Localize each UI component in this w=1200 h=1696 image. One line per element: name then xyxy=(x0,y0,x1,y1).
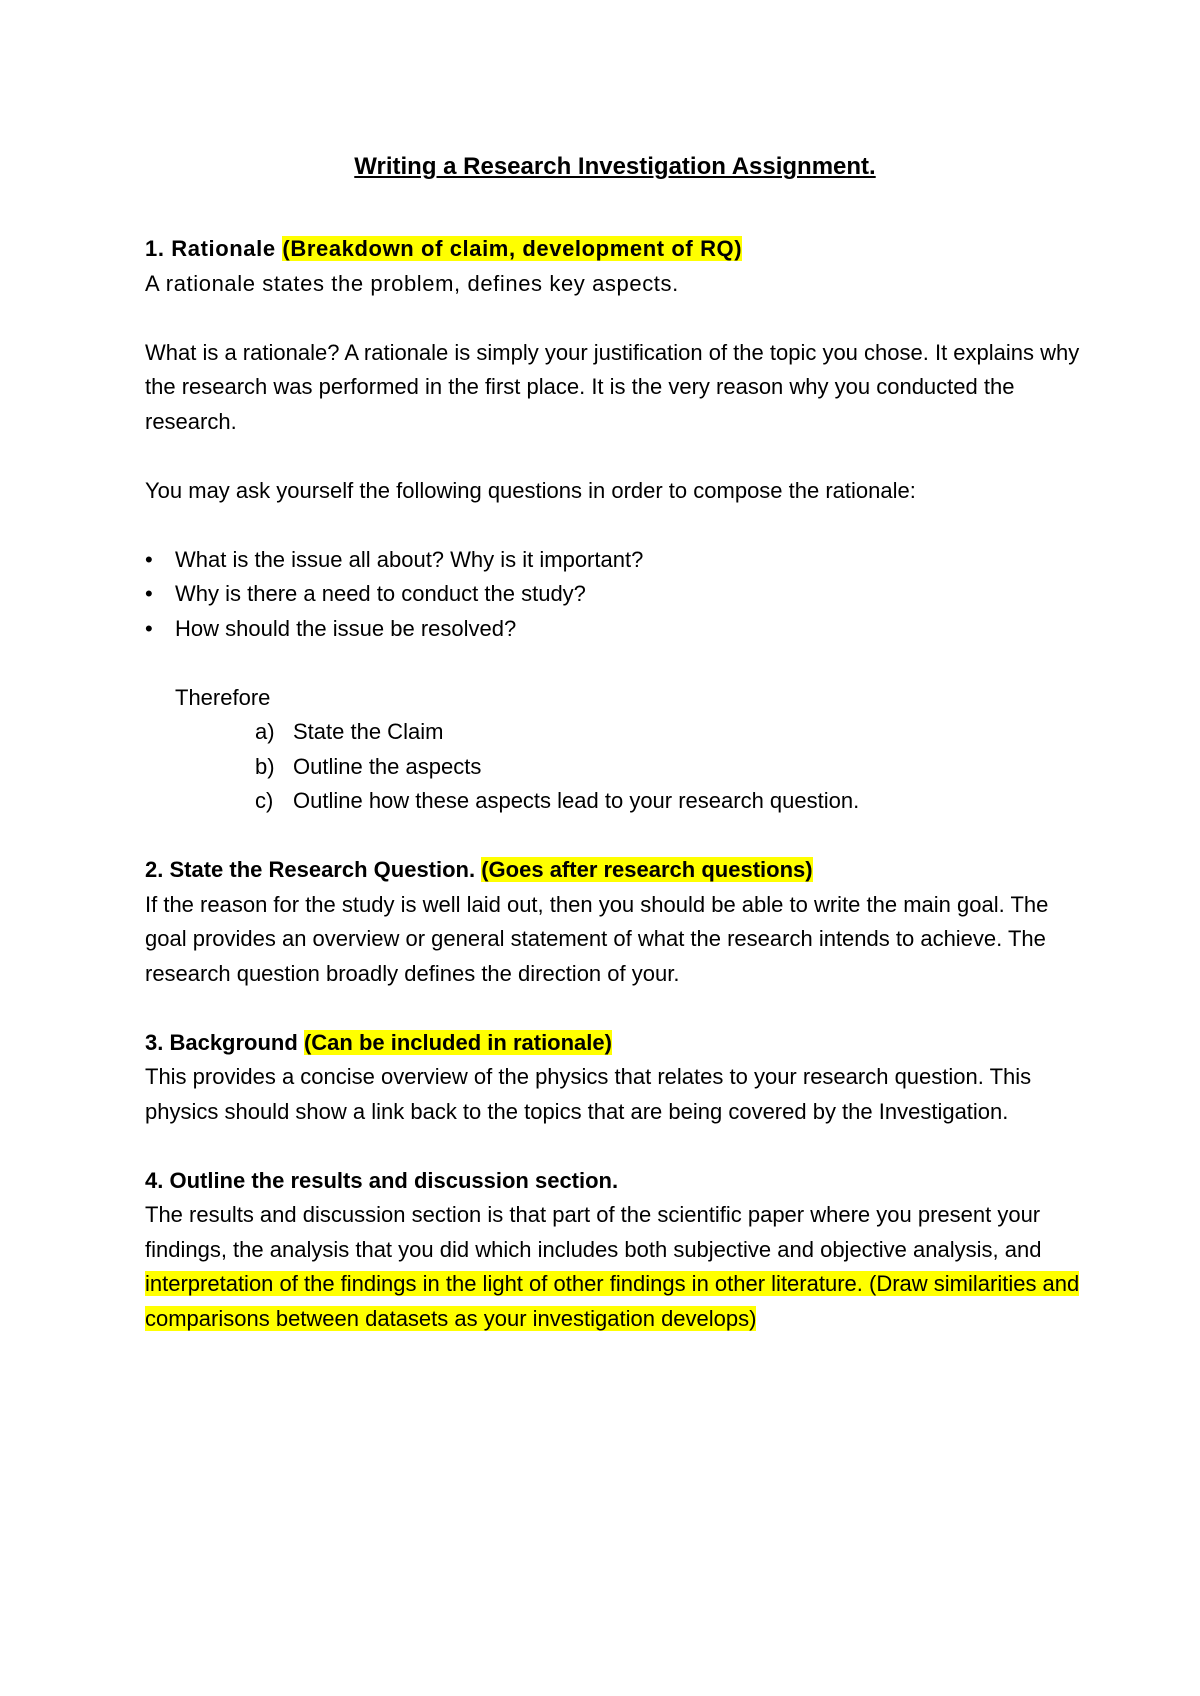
section-heading-line xyxy=(145,232,1085,267)
section-body: This provides a concise overview of the physics that relates to your research question. This physics should show a link back to the topics that are being covered by the Investigation. xyxy=(145,1064,1032,1124)
section-intro: A rationale states the problem, defines key aspects. xyxy=(145,270,679,296)
list-marker: b) xyxy=(255,753,275,779)
heading-highlight-note: (Breakdown of claim, development of RQ) xyxy=(282,236,743,261)
section-research-question xyxy=(145,853,1085,991)
section-rationale xyxy=(145,232,1085,819)
question-list xyxy=(145,543,1085,647)
heading-highlight-note: (Goes after research questions) xyxy=(481,857,813,882)
list-item xyxy=(145,577,1085,612)
document-title: Writing a Research Investigation Assignment. xyxy=(354,153,876,180)
paragraph: What is a rationale? A rationale is simply your justification of the topic you chose. It explains why the research was performed in the first place. It is the very reason why you conducted the research. xyxy=(145,339,1080,434)
steps-list xyxy=(145,715,1085,819)
section-results-discussion xyxy=(145,1164,1085,1337)
list-item-text: Outline the aspects xyxy=(293,753,482,779)
list-item-text: Why is there a need to conduct the study? xyxy=(175,581,586,606)
section-heading: 2. State the Research Question. xyxy=(145,857,476,882)
list-item xyxy=(255,750,1085,785)
list-marker: a) xyxy=(255,719,275,744)
therefore-label: Therefore xyxy=(175,684,271,710)
list-item-text: Outline how these aspects lead to your research question. xyxy=(293,788,860,813)
bullet-icon: • xyxy=(145,581,153,606)
body-highlight-text: interpretation of the findings in the light of other findings in other literature. (Draw similarities and comparisons between datasets as your investigation develops) xyxy=(145,1271,1080,1331)
bullet-icon: • xyxy=(145,546,153,572)
section-heading-line xyxy=(145,853,1085,888)
section-heading-line xyxy=(145,1026,1085,1061)
section-heading-line xyxy=(145,1164,1085,1199)
list-item xyxy=(145,612,1085,647)
paragraph: You may ask yourself the following questions in order to compose the rationale: xyxy=(145,477,916,503)
section-heading: 1. Rationale xyxy=(145,236,276,261)
heading-highlight-note: (Can be included in rationale) xyxy=(303,1029,612,1055)
bullet-icon: • xyxy=(145,615,153,641)
list-item xyxy=(255,715,1085,750)
list-item-text: How should the issue be resolved? xyxy=(175,615,517,641)
section-body xyxy=(145,1198,1085,1336)
list-item-text: What is the issue all about? Why is it important? xyxy=(175,546,644,572)
body-text: The results and discussion section is that part of the scientific paper where you present your findings, the analysis that you did which includes both subjective and objective analysis, and xyxy=(145,1202,1042,1262)
list-item xyxy=(255,784,1085,819)
list-item xyxy=(145,543,1085,578)
list-marker: c) xyxy=(255,788,274,813)
list-item-text: State the Claim xyxy=(293,719,444,744)
section-body: If the reason for the study is well laid out, then you should be able to write the main goal. The goal provides an overview or general statement of what the research intends to achieve. The research question broadly defines the direction of your. xyxy=(145,891,1049,986)
section-background xyxy=(145,1026,1085,1130)
section-heading: 4. Outline the results and discussion section. xyxy=(145,1167,619,1193)
section-heading: 3. Background xyxy=(145,1029,298,1055)
document-body xyxy=(145,150,1085,1336)
